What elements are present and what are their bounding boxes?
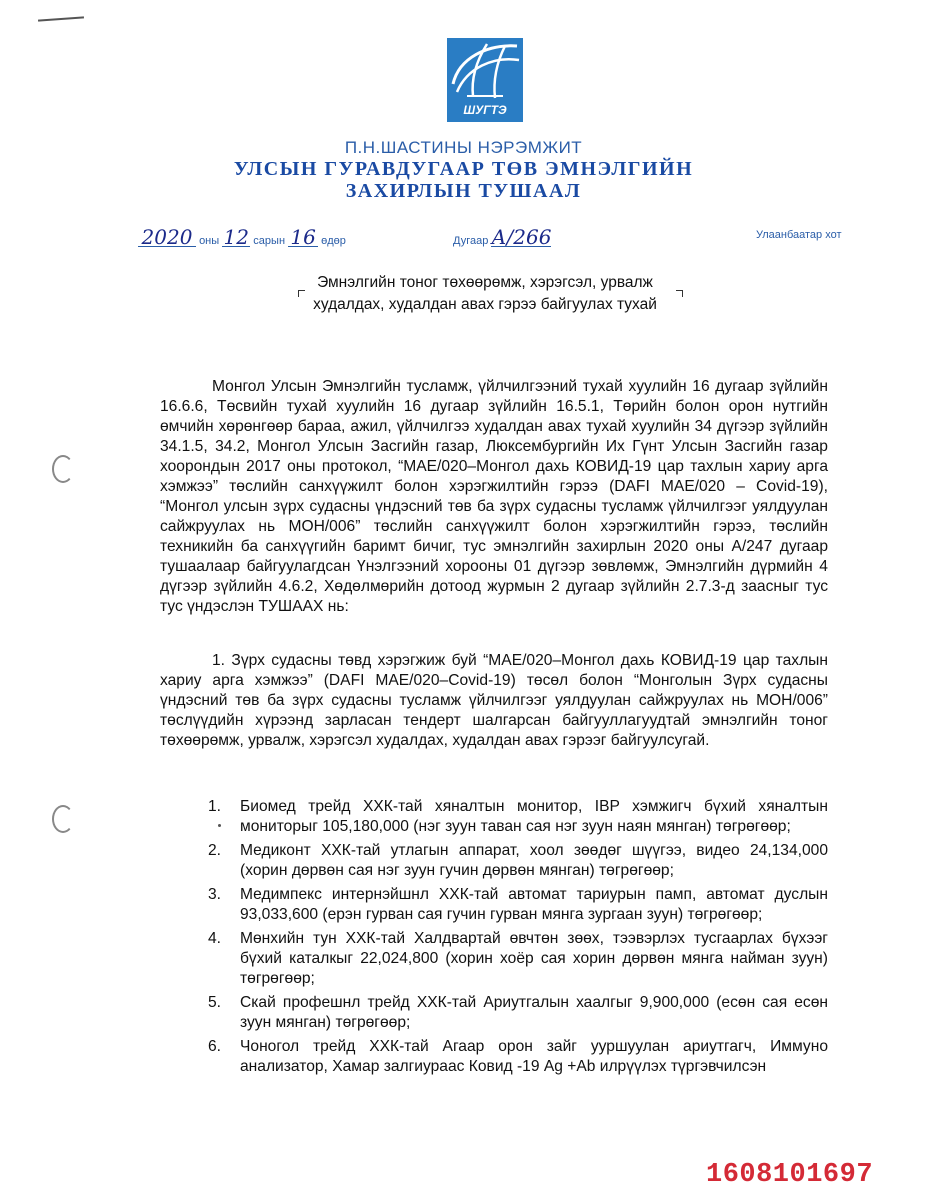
header-line-2: УЛСЫН ГУРАВДУГААР ТӨВ ЭМНЭЛГИЙН [233,158,694,180]
city: Улаанбаатар хот [756,229,842,241]
contract-list [160,797,828,1081]
punch-hole-icon [52,455,74,483]
list-item [160,993,828,1033]
list-item-number: 4. [208,930,222,947]
list-item-number: 3. [208,886,222,903]
list-item-text: Медимпекс интернэйшнл ХХК-тай автомат тариурын памп, автомат дуслын 93,033,600 (ерэн гурван сая гучин гурван мянга зургаан зуун) төгрөгөөр; [240,886,828,923]
logo-text: ШУГТЭ [463,103,507,117]
list-item [160,929,828,989]
list-item-number: 2. [208,842,222,859]
date-month-suffix: сарын [253,235,286,247]
list-item [160,797,828,837]
list-item-text: Биомед трейд ХХК-тай хяналтын монитор, IBP хэмжигч бүхий хяналтын мониторыг 105,180,000 (нэг зуун таван сая нэг зуун наян мянган) төгрөгөөр; [240,798,828,835]
header-line-1: П.Н.ШАСТИНЫ НЭРЭМЖИТ [344,138,583,157]
number-label: Дугаар [453,235,489,247]
list-item [160,885,828,925]
list-item-text: Медиконт ХХК-тай утлагын аппарат, хоол зөөдөг шүүгээ, видео 24,134,000 (хорин дөрвөн сая нэг зуун гучин дөрвөн мянган) төгрөгөөр; [240,842,828,879]
list-item-text: Чоногол трейд ХХК-тай Агаар орон зайг ууршуулан ариутгагч, Иммуно анализатор, Хамар залгиураас Ковид -19 Ag +Ab илрүүлэх түргэвчилсэн [240,1038,828,1075]
list-item-text: Мөнхийн тун ХХК-тай Халдвартай өвчтөн зөөх, тээвэрлэх тусгаарлах бүхээг бүхий каталкыг 22,024,800 (хорин хоёр сая хорин дөрвөн мянга найман зуун) төгрөгөөр; [240,930,828,987]
order-number [453,225,552,249]
list-item-number: 6. [208,1038,222,1055]
date-day: 16 [288,228,318,247]
scan-mark [38,16,84,21]
preamble-paragraph: Монгол Улсын Эмнэлгийн тусламж, үйлчилгээний тухай хуулийн 16 дугаар зүйлийн 16.6.6, Төсвийн тухай хуулийн 16 дугаар зүйлийн 16.5.1, Төрийн болон орон нутгийн өмчийн хөрөнгөөр бараа, ажил, үйлчилгээ худалдан авах тухай хуулийн 34 дүгээр зүйлийн 34.1.5, 34.2, Монгол Улсын Засгийн газар, Люксембургийн Их Гүнт Улсын Засгийн газар хоорондын 2017 оны протокол, “МАЕ/020–Монгол дахь КОВИД-19 цар тахлын хариу арга хэмжээ” төслийн санхүүжилт болон хэрэгжилтийн гэрээ (DAFI MAE/020 – Covid-19), “Монгол улсын зүрх судасны үндэсний төв ба зүрх судасны тусламж үйлчилгээг уялдуулан сайжруулах нь МОН/006” төслийн санхүүжилт болон хэрэгжилтийн гэрээ, төслийн техникийн ба санхүүгийн баримт бичиг, тус эмнэлгийн захирлын 2020 оны А/247 дугаар тушаалаар байгуулагдсан Үнэлгээний хорооны 01 дүгээр зөвлөмж, Эмнэлгийн дүрмийн 4 дүгээр зүйлийн 4.6.2, Хөдөлмөрийн дотоод журмын 2 дугаар зүйлийн 2.7.3-д заасныг тус тус үндэслэн ТУШААХ нь: [160,378,828,615]
list-item-text: Скай профешнл трейд ХХК-тай Ариутгалын хаалгыг 9,900,000 (есөн сая есөн зуун мянган) төгрөгөөр; [240,994,828,1031]
punch-hole-icon [52,805,74,833]
date-month: 12 [223,225,249,249]
date-year-suffix: оны [199,235,220,247]
date-day-suffix: өдөр [321,235,346,247]
list-item-number: 5. [208,994,222,1011]
subject-corner-right [676,290,683,297]
list-item [160,1037,828,1077]
order-subject: Эмнэлгийн тоног төхөөрөмж, хэрэгсэл, урвалж худалдах, худалдан авах гэрээ байгуулах тухай [313,274,657,313]
clause-1-paragraph: 1. Зүрх судасны төвд хэрэгжиж буй “МАЕ/020–Монгол дахь КОВИД-19 цар тахлын хариу арга хэмжээ” (DAFI MAE/020–Covid-19) төсөл болон “Монголын Зүрх судасны үндэсний төв ба зүрх судасны тусламж үйлчилгээг уялдуулан сайжруулах нь МОН/006” төслүүдийн хүрээнд зарласан тендерт шалгарсан байгууллагуудтай эмнэлгийн тоног төхөөрөмж, урвалж, хэрэгсэл худалдах, худалдан авах гэрээг байгуулсугай. [160,652,828,749]
header-line-3: ЗАХИРЛЫН ТУШААЛ [345,180,582,202]
list-item [160,841,828,881]
serial-number-stamp: 1608101697 [706,1160,874,1190]
date-year: 2020 [138,228,196,247]
hospital-logo [447,38,523,122]
order-date [138,225,346,249]
number-value: А/266 [491,225,552,249]
list-item-number: 1. [208,798,222,815]
